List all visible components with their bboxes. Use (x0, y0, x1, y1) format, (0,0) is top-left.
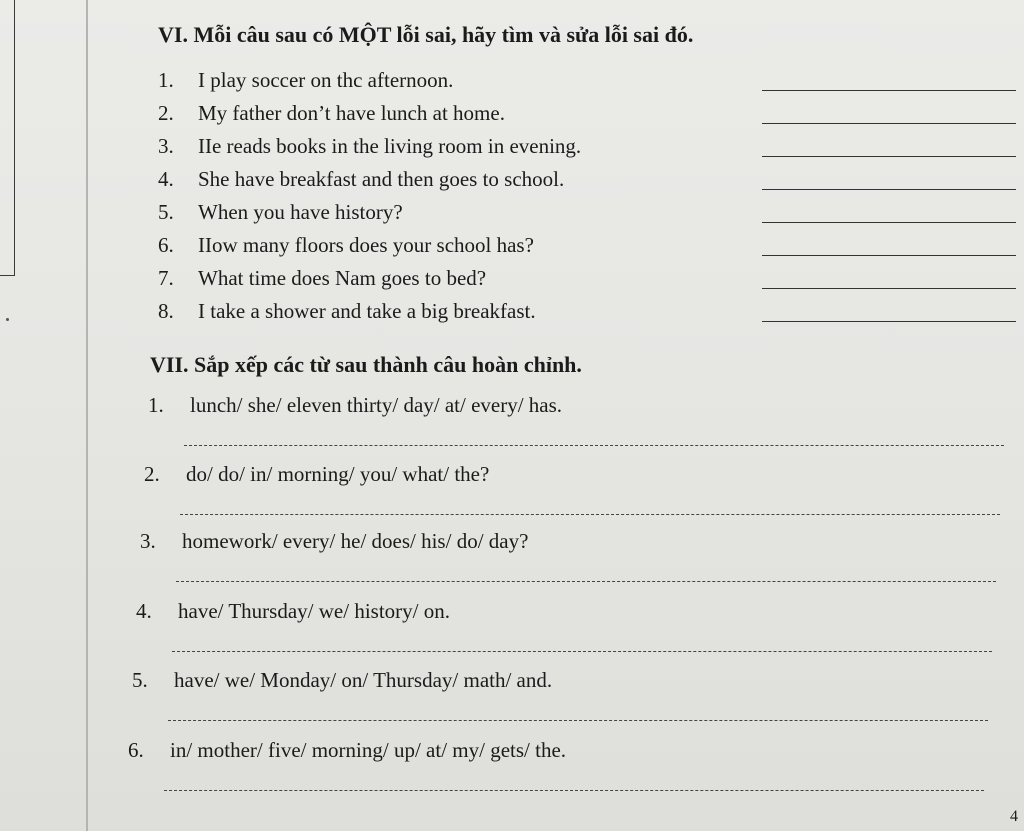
error-item-8 (158, 299, 1018, 329)
item-number: 6. (158, 233, 174, 257)
answer-line[interactable] (172, 651, 992, 652)
item-text: have/ we/ Monday/ on/ Thursday/ math/ and. (174, 668, 553, 692)
arrange-item-5 (132, 668, 1002, 738)
answer-blank[interactable] (762, 222, 1016, 223)
margin-box (0, 0, 15, 276)
margin-line (86, 0, 88, 831)
error-item-3 (158, 134, 1018, 164)
item-number: 4. (158, 167, 174, 191)
stray-dot (6, 318, 9, 321)
answer-line[interactable] (168, 720, 988, 721)
item-number: 3. (158, 134, 174, 158)
page-number: 4 (1010, 808, 1018, 825)
item-text: in/ mother/ five/ morning/ up/ at/ my/ gets/ the. (170, 738, 567, 762)
item-text: have/ Thursday/ we/ history/ on. (178, 599, 450, 623)
item-text: IIe reads books in the living room in evening. (198, 134, 582, 158)
answer-blank[interactable] (762, 156, 1016, 157)
item-number: 7. (158, 266, 174, 290)
item-number: 6. (128, 738, 144, 762)
error-item-5 (158, 200, 1018, 230)
item-number: 3. (140, 529, 156, 553)
item-text: homework/ every/ he/ does/ his/ do/ day? (182, 529, 529, 553)
item-number: 1. (148, 393, 164, 417)
answer-line[interactable] (176, 581, 996, 582)
error-item-1 (158, 68, 1018, 98)
error-item-4 (158, 167, 1018, 197)
item-number: 2. (144, 462, 160, 486)
item-text: What time does Nam goes to bed? (198, 266, 487, 290)
arrange-item-6 (128, 738, 998, 808)
item-text: When you have history? (198, 200, 403, 224)
arrange-item-2 (144, 462, 1014, 532)
answer-blank[interactable] (762, 189, 1016, 190)
item-number: 2. (158, 101, 174, 125)
item-text: IIow many floors does your school has? (198, 233, 534, 257)
item-number: 1. (158, 68, 174, 92)
answer-line[interactable] (180, 514, 1000, 515)
answer-blank[interactable] (762, 288, 1016, 289)
item-text: My father don’t have lunch at home. (198, 101, 505, 125)
item-text: I take a shower and take a big breakfast. (198, 299, 536, 323)
arrange-item-3 (140, 529, 1010, 599)
error-item-2 (158, 101, 1018, 131)
answer-blank[interactable] (762, 255, 1016, 256)
item-number: 4. (136, 599, 152, 623)
arrange-item-1 (148, 393, 1018, 463)
error-item-6 (158, 233, 1018, 263)
arrange-item-4 (136, 599, 1006, 669)
error-item-7 (158, 266, 1018, 296)
item-number: 5. (132, 668, 148, 692)
answer-line[interactable] (184, 445, 1004, 446)
section-vi-heading: VI. Mỗi câu sau có MỘT lỗi sai, hãy tìm và sửa lỗi sai đó. (158, 22, 694, 47)
item-text: lunch/ she/ eleven thirty/ day/ at/ every/ has. (190, 393, 563, 417)
item-text: She have breakfast and then goes to school. (198, 167, 565, 191)
item-text: do/ do/ in/ morning/ you/ what/ the? (186, 462, 490, 486)
answer-blank[interactable] (762, 90, 1016, 91)
answer-blank[interactable] (762, 123, 1016, 124)
item-text: I play soccer on thc afternoon. (198, 68, 454, 92)
item-number: 5. (158, 200, 174, 224)
item-number: 8. (158, 299, 174, 323)
section-vii-heading: VII. Sắp xếp các từ sau thành câu hoàn chỉnh. (150, 352, 582, 377)
answer-line[interactable] (164, 790, 984, 791)
answer-blank[interactable] (762, 321, 1016, 322)
